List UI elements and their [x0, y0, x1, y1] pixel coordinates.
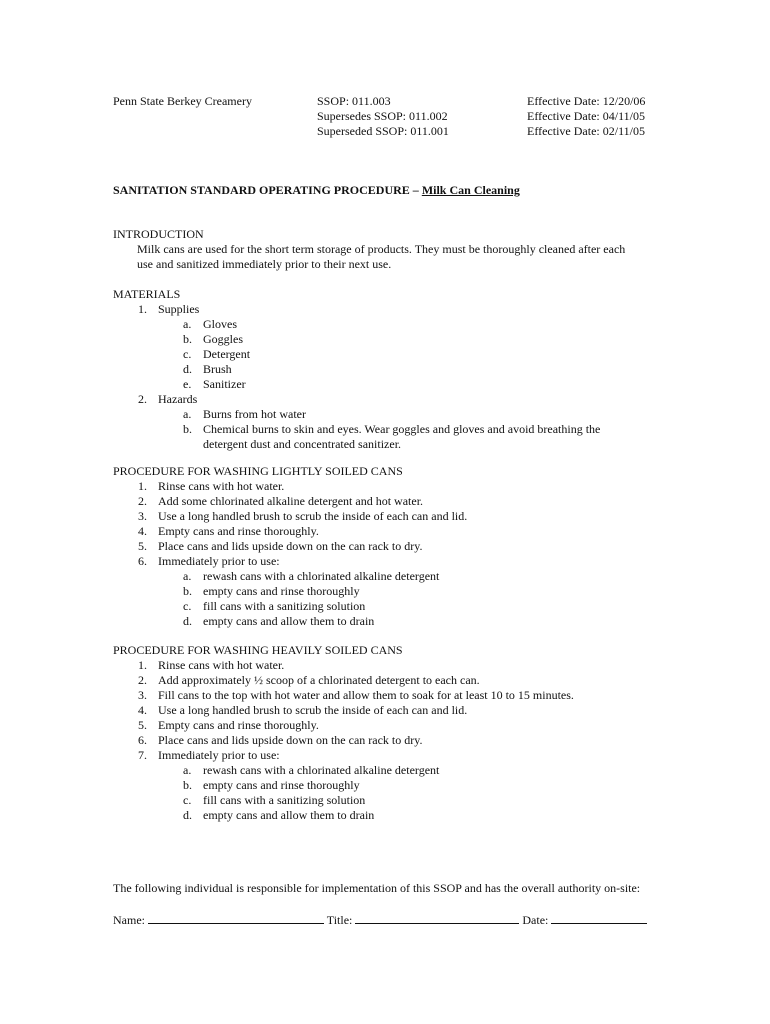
- step-number: 1.: [138, 479, 147, 493]
- materials-heading: MATERIALS: [113, 287, 181, 301]
- org-name: Penn State Berkey Creamery: [113, 94, 252, 108]
- sub-item-text: Chemical burns to skin and eyes. Wear goggles and gloves and avoid breathing the: [203, 422, 601, 436]
- hazards-item: [113, 422, 733, 437]
- ssop-superseded: Superseded SSOP: 011.001: [317, 124, 449, 138]
- introduction-line-1: Milk cans are used for the short term storage of products. They must be thoroughly cleaned after each: [137, 242, 626, 256]
- sub-item-letter: b.: [183, 584, 192, 598]
- sub-item-text: Gloves: [203, 317, 237, 331]
- name-field[interactable]: [148, 911, 324, 924]
- sub-item-text: Burns from hot water: [203, 407, 306, 421]
- light-procedure-list: [113, 479, 733, 629]
- step-number: 3.: [138, 688, 147, 702]
- title-prefix: SANITATION STANDARD OPERATING PROCEDURE –: [113, 183, 422, 197]
- supplies-item: [113, 362, 733, 377]
- sub-item-text: rewash cans with a chlorinated alkaline detergent: [203, 569, 440, 583]
- effective-date-supersedes: Effective Date: 04/11/05: [527, 109, 645, 123]
- sub-item-text: fill cans with a sanitizing solution: [203, 599, 366, 613]
- step-number: 1.: [138, 658, 147, 672]
- effective-date-current: Effective Date: 12/20/06: [527, 94, 646, 108]
- sub-item-text: empty cans and rinse thoroughly: [203, 778, 360, 792]
- sub-item-text: Goggles: [203, 332, 243, 346]
- effective-dates: [527, 94, 645, 139]
- hazards-item: [113, 407, 733, 422]
- sub-item-letter: b.: [183, 422, 192, 436]
- procedure-step: [113, 494, 733, 509]
- step-text: Immediately prior to use:: [158, 554, 280, 568]
- procedure-step: [113, 554, 733, 569]
- responsibility-statement: The following individual is responsible for implementation of this SSOP and has the overall authority on-site:: [113, 881, 641, 895]
- sub-item-letter: a.: [183, 569, 192, 583]
- sub-item-text: empty cans and allow them to drain: [203, 614, 375, 628]
- date-label: Date:: [522, 913, 549, 927]
- procedure-step: [113, 524, 733, 539]
- sub-item-letter: c.: [183, 347, 192, 361]
- sub-item-letter: d.: [183, 808, 192, 822]
- title-field[interactable]: [355, 911, 519, 924]
- step-number: 3.: [138, 509, 147, 523]
- sub-item-letter: b.: [183, 332, 192, 346]
- step-number: 4.: [138, 703, 147, 717]
- introduction-line-2: use and sanitized immediately prior to their next use.: [137, 257, 392, 271]
- sub-item-letter: c.: [183, 793, 192, 807]
- procedure-step: [113, 539, 733, 554]
- step-text: Place cans and lids upside down on the can rack to dry.: [158, 733, 423, 747]
- step-number: 1.: [138, 302, 147, 316]
- sub-item-letter: b.: [183, 778, 192, 792]
- step-text: Use a long handled brush to scrub the inside of each can and lid.: [158, 509, 468, 523]
- ssop-current: SSOP: 011.003: [317, 94, 391, 108]
- sub-item-letter: e.: [183, 377, 192, 391]
- sub-item-letter: a.: [183, 317, 192, 331]
- heavy-procedure-list: [113, 658, 733, 823]
- step-number: 4.: [138, 524, 147, 538]
- supplies-item: [113, 317, 733, 332]
- step-text: Empty cans and rinse thoroughly.: [158, 524, 319, 538]
- step-text: Place cans and lids upside down on the can rack to dry.: [158, 539, 423, 553]
- sub-item-text: Sanitizer: [203, 377, 246, 391]
- sub-item-letter: d.: [183, 362, 192, 376]
- hazards-item: [113, 437, 733, 452]
- procedure-step: [113, 748, 733, 763]
- procedure-step: [113, 509, 733, 524]
- sub-item-text: detergent dust and concentrated sanitizer.: [203, 437, 402, 451]
- step-text: Rinse cans with hot water.: [158, 658, 285, 672]
- effective-date-superseded: Effective Date: 02/11/05: [527, 124, 645, 138]
- title-subject: Milk Can Cleaning: [421, 183, 520, 197]
- procedure-sub-step: [113, 808, 733, 823]
- step-number: 7.: [138, 748, 147, 762]
- supplies-item: [113, 332, 733, 347]
- sub-item-letter: a.: [183, 763, 192, 777]
- supplies-item: [113, 377, 733, 392]
- step-number: 6.: [138, 554, 147, 568]
- light-procedure-heading: PROCEDURE FOR WASHING LIGHTLY SOILED CANS: [113, 464, 403, 478]
- step-text: Empty cans and rinse thoroughly.: [158, 718, 319, 732]
- sub-item-text: rewash cans with a chlorinated alkaline detergent: [203, 763, 440, 777]
- step-number: 6.: [138, 733, 147, 747]
- step-number: 5.: [138, 539, 147, 553]
- procedure-sub-step: [113, 584, 733, 599]
- step-number: 2.: [138, 673, 147, 687]
- step-text: Add approximately ½ scoop of a chlorinated detergent to each can.: [158, 673, 480, 687]
- procedure-sub-step: [113, 763, 733, 778]
- materials-list: [113, 302, 733, 452]
- supplies-item: [113, 347, 733, 362]
- step-number: 2.: [138, 392, 147, 406]
- sub-item-text: Brush: [203, 362, 232, 376]
- procedure-sub-step: [113, 569, 733, 584]
- step-text: Use a long handled brush to scrub the inside of each can and lid.: [158, 703, 468, 717]
- procedure-sub-step: [113, 614, 733, 629]
- step-number: 5.: [138, 718, 147, 732]
- introduction-heading: INTRODUCTION: [113, 227, 204, 241]
- step-text: Fill cans to the top with hot water and allow them to soak for at least 10 to 15 minutes.: [158, 688, 574, 702]
- procedure-step: [113, 673, 733, 688]
- sub-item-letter: a.: [183, 407, 192, 421]
- procedure-step: [113, 718, 733, 733]
- procedure-sub-step: [113, 599, 733, 614]
- name-label: Name:: [113, 913, 145, 927]
- ssop-numbers: [317, 94, 449, 139]
- step-number: 2.: [138, 494, 147, 508]
- date-field[interactable]: [551, 911, 647, 924]
- sub-item-letter: c.: [183, 599, 192, 613]
- sub-item-text: Detergent: [203, 347, 251, 361]
- procedure-step: [113, 658, 733, 673]
- materials-supplies: [113, 302, 733, 317]
- ssop-supersedes: Supersedes SSOP: 011.002: [317, 109, 448, 123]
- title-label: Title:: [326, 913, 353, 927]
- sub-item-text: empty cans and rinse thoroughly: [203, 584, 360, 598]
- procedure-step: [113, 733, 733, 748]
- heavy-procedure-heading: PROCEDURE FOR WASHING HEAVILY SOILED CANS: [113, 643, 403, 657]
- materials-group-label: Hazards: [158, 392, 198, 406]
- sub-item-text: fill cans with a sanitizing solution: [203, 793, 366, 807]
- procedure-sub-step: [113, 793, 733, 808]
- sub-item-letter: d.: [183, 614, 192, 628]
- step-text: Add some chlorinated alkaline detergent and hot water.: [158, 494, 424, 508]
- materials-hazards: [113, 392, 733, 407]
- materials-group-label: Supplies: [158, 302, 200, 316]
- step-text: Rinse cans with hot water.: [158, 479, 285, 493]
- step-text: Immediately prior to use:: [158, 748, 280, 762]
- procedure-sub-step: [113, 778, 733, 793]
- signature-line: [113, 911, 647, 928]
- document-title: [113, 183, 520, 198]
- sub-item-text: empty cans and allow them to drain: [203, 808, 375, 822]
- procedure-step: [113, 703, 733, 718]
- procedure-step: [113, 479, 733, 494]
- procedure-step: [113, 688, 733, 703]
